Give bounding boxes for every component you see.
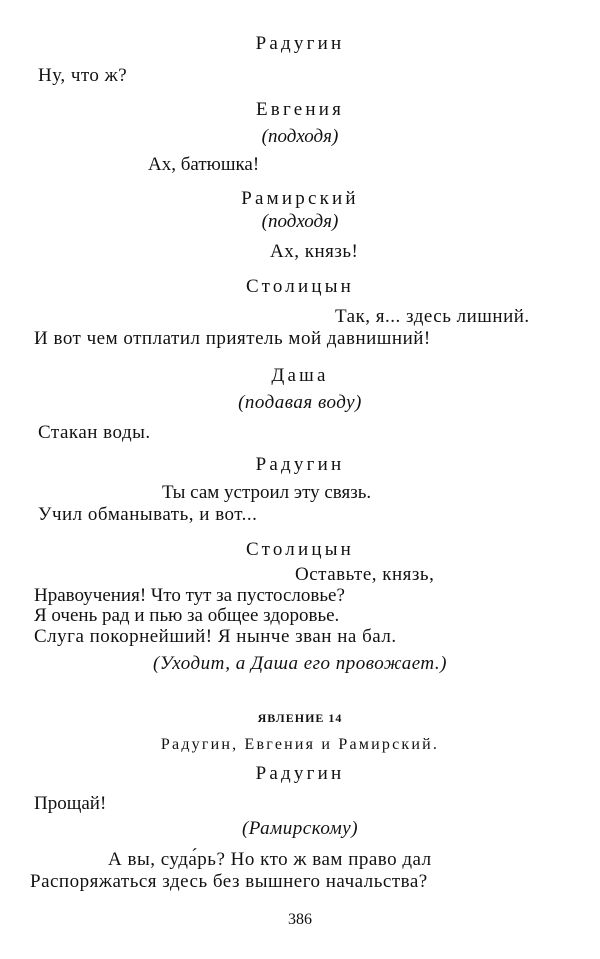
dialogue-line: Прощай!	[34, 793, 107, 814]
speaker-name: Евгения	[255, 99, 345, 120]
stage-direction: (Рамирскому)	[241, 818, 359, 839]
dialogue-line: Нравоучения! Что тут за пустословье?	[34, 585, 345, 606]
dialogue-line: Слуга покорнейший! Я нынче зван на бал.	[34, 626, 397, 647]
stage-direction: (подавая воду)	[238, 392, 362, 413]
dialogue-line: Так, я... здесь лишний.	[335, 306, 530, 327]
scene-heading: ЯВЛЕНИЕ 14	[257, 711, 343, 725]
dialogue-line: А вы, суда́рь? Но кто ж вам право дал	[108, 849, 432, 870]
speaker-name: Столицын	[245, 276, 355, 297]
speaker-name: Столицын	[245, 539, 355, 560]
speaker-name: Даша	[271, 365, 329, 386]
scene-characters: Радугин, Евгения и Рамирский.	[160, 736, 440, 753]
page-number: 386	[288, 911, 312, 928]
dialogue-line: Учил обманывать, и вот...	[38, 504, 258, 525]
dialogue-line: Стакан воды.	[38, 422, 151, 443]
dialogue-line: Ты сам устроил эту связь.	[162, 482, 372, 503]
dialogue-line: Ну, что ж?	[38, 65, 128, 86]
dialogue-line: Ах, князь!	[270, 241, 359, 262]
speaker-name: Рамирский	[241, 188, 359, 209]
dialogue-line: Я очень рад и пью за общее здоровье.	[34, 605, 340, 626]
dialogue-line: И вот чем отплатил приятель мой давнишний!	[34, 328, 431, 349]
speaker-name: Радугин	[255, 454, 345, 475]
speaker-name: Радугин	[255, 33, 345, 54]
dialogue-line: Распоряжаться здесь без вышнего начальства?	[30, 871, 428, 892]
stage-direction: (подходя)	[261, 126, 339, 147]
stage-direction: (Уходит, а Даша его провожает.)	[153, 653, 447, 674]
dialogue-line: Оставьте, князь,	[295, 564, 435, 585]
speaker-name: Радугин	[255, 763, 345, 784]
stage-direction: (подходя)	[261, 211, 339, 232]
dialogue-line: Ах, батюшка!	[148, 154, 260, 175]
